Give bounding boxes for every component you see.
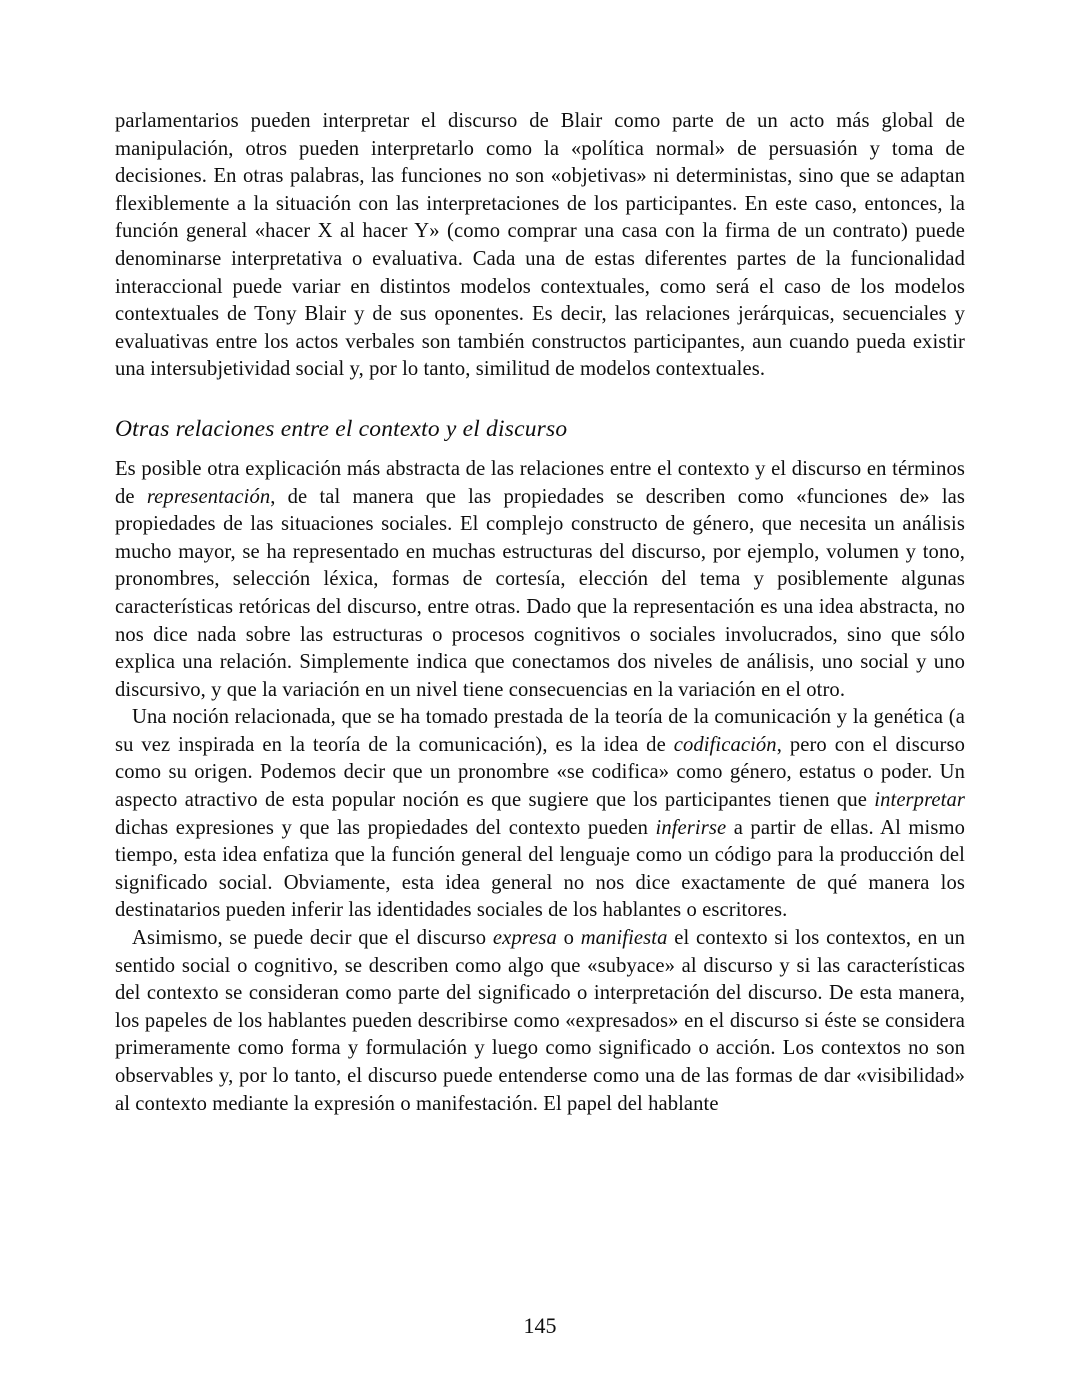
text-run: Es posible otra explicación más abstracta de las relaciones entre el contexto y el discurso en términos de [115, 457, 965, 508]
text-run: o [556, 927, 581, 950]
text-run: , de tal manera que las propiedades se describen como «funciones de» las propiedades de las situaciones sociales. El complejo constructo de género, que necesita un análisis mucho mayor, se ha representado en muchas estructuras del discurso, por ejemplo, volumen y tono, pronombres, selección léxica, formas de cortesía, elección del tema y posiblemente algunas características retóricas del discurso, entre otras. Dado que la representación es una idea abstracta, no nos dice nada sobre las estructuras o procesos cognitivos o sociales involucrados, sino que sólo explica una relación. Simplemente indica que conectamos dos niveles de análisis, uno social y uno discursivo, y que la variación en un nivel tiene consecuencias en la variación en el otro. [115, 485, 966, 701]
italic-run: manifiesta [580, 927, 668, 950]
italic-run: codificación [673, 733, 777, 756]
paragraph-blair-functions [115, 108, 965, 384]
italic-run: expresa [492, 927, 557, 950]
italic-run: Otras relaciones entre el contexto y el discurso [115, 415, 568, 442]
paragraph-codificacion [115, 704, 965, 925]
paragraph-representacion [115, 456, 965, 704]
section-heading [115, 415, 965, 443]
text-block [115, 108, 965, 1118]
text-run: dichas expresiones y que las propiedades del contexto pueden [115, 816, 656, 839]
text-run: a partir de ellas. Al mismo tiempo, esta idea enfatiza que la función general del lenguaje como un código para la producción del significado social. Obviamente, esta idea general no nos dice exactamente de qué manera los destinatarios pueden inferir las identidades sociales de los hablantes o escritores. [115, 816, 965, 922]
text-run: Asimismo, se puede decir que el discurso [132, 927, 493, 950]
text-run: , pero con el discurso como su origen. Podemos decir que un pronombre «se codifica» como género, estatus o poder. Un aspecto atractivo de esta popular noción es que sugiere que los participantes tienen que [115, 733, 965, 812]
italic-run: interpretar [874, 789, 965, 812]
text-run: el contexto si los contextos, en un sentido social o cognitivo, se describen como algo que «subyace» al discurso y si las características del contexto se consideran como parte del significado o interpretación del discurso. De esta manera, los papeles de los hablantes pueden describirse como «expresados» en el discurso si éste se considera primeramente como forma y formulación y luego como significado o acción. Los contextos no son observables y, por lo tanto, el discurso puede entenderse como una de las formas de dar «visibilidad» al contexto mediante la expresión o manifestación. El papel del hablante [115, 927, 965, 1115]
italic-run: inferirse [655, 816, 727, 839]
page-number: 145 [523, 1313, 557, 1338]
italic-run: representación [146, 485, 271, 508]
paragraph-expresa-manifiesta [115, 925, 965, 1118]
text-run: Una noción relacionada, que se ha tomado prestada de la teoría de la comunicación y la genética (a su vez inspirada en la teoría de la comunicación), es la idea de [115, 706, 965, 756]
text-run: parlamentarios pueden interpretar el discurso de Blair como parte de un acto más global de manipulación, otros pueden interpretarlo como la «política normal» de persuasión y toma de decisiones. En otras palabras, las funciones no son «objetivas» ni deterministas, sino que se adaptan flexiblemente a la situación con las interpretaciones de los participantes. En este caso, entonces, la función general «hacer X al hacer Y» (como comprar una casa con la firma de un contrato) puede denominarse interpretativa o evaluativa. Cada una de estas diferentes partes de la funcionalidad interaccional puede variar en distintos modelos contextuales, como será el caso de los modelos contextuales de Tony Blair y de sus oponentes. Es decir, las relaciones jerárquicas, secuenciales y evaluativas entre los actos verbales son también constructos participantes, aun cuando pueda existir una intersubjetividad social y, por lo tanto, similitud de modelos contextuales. [115, 110, 965, 381]
